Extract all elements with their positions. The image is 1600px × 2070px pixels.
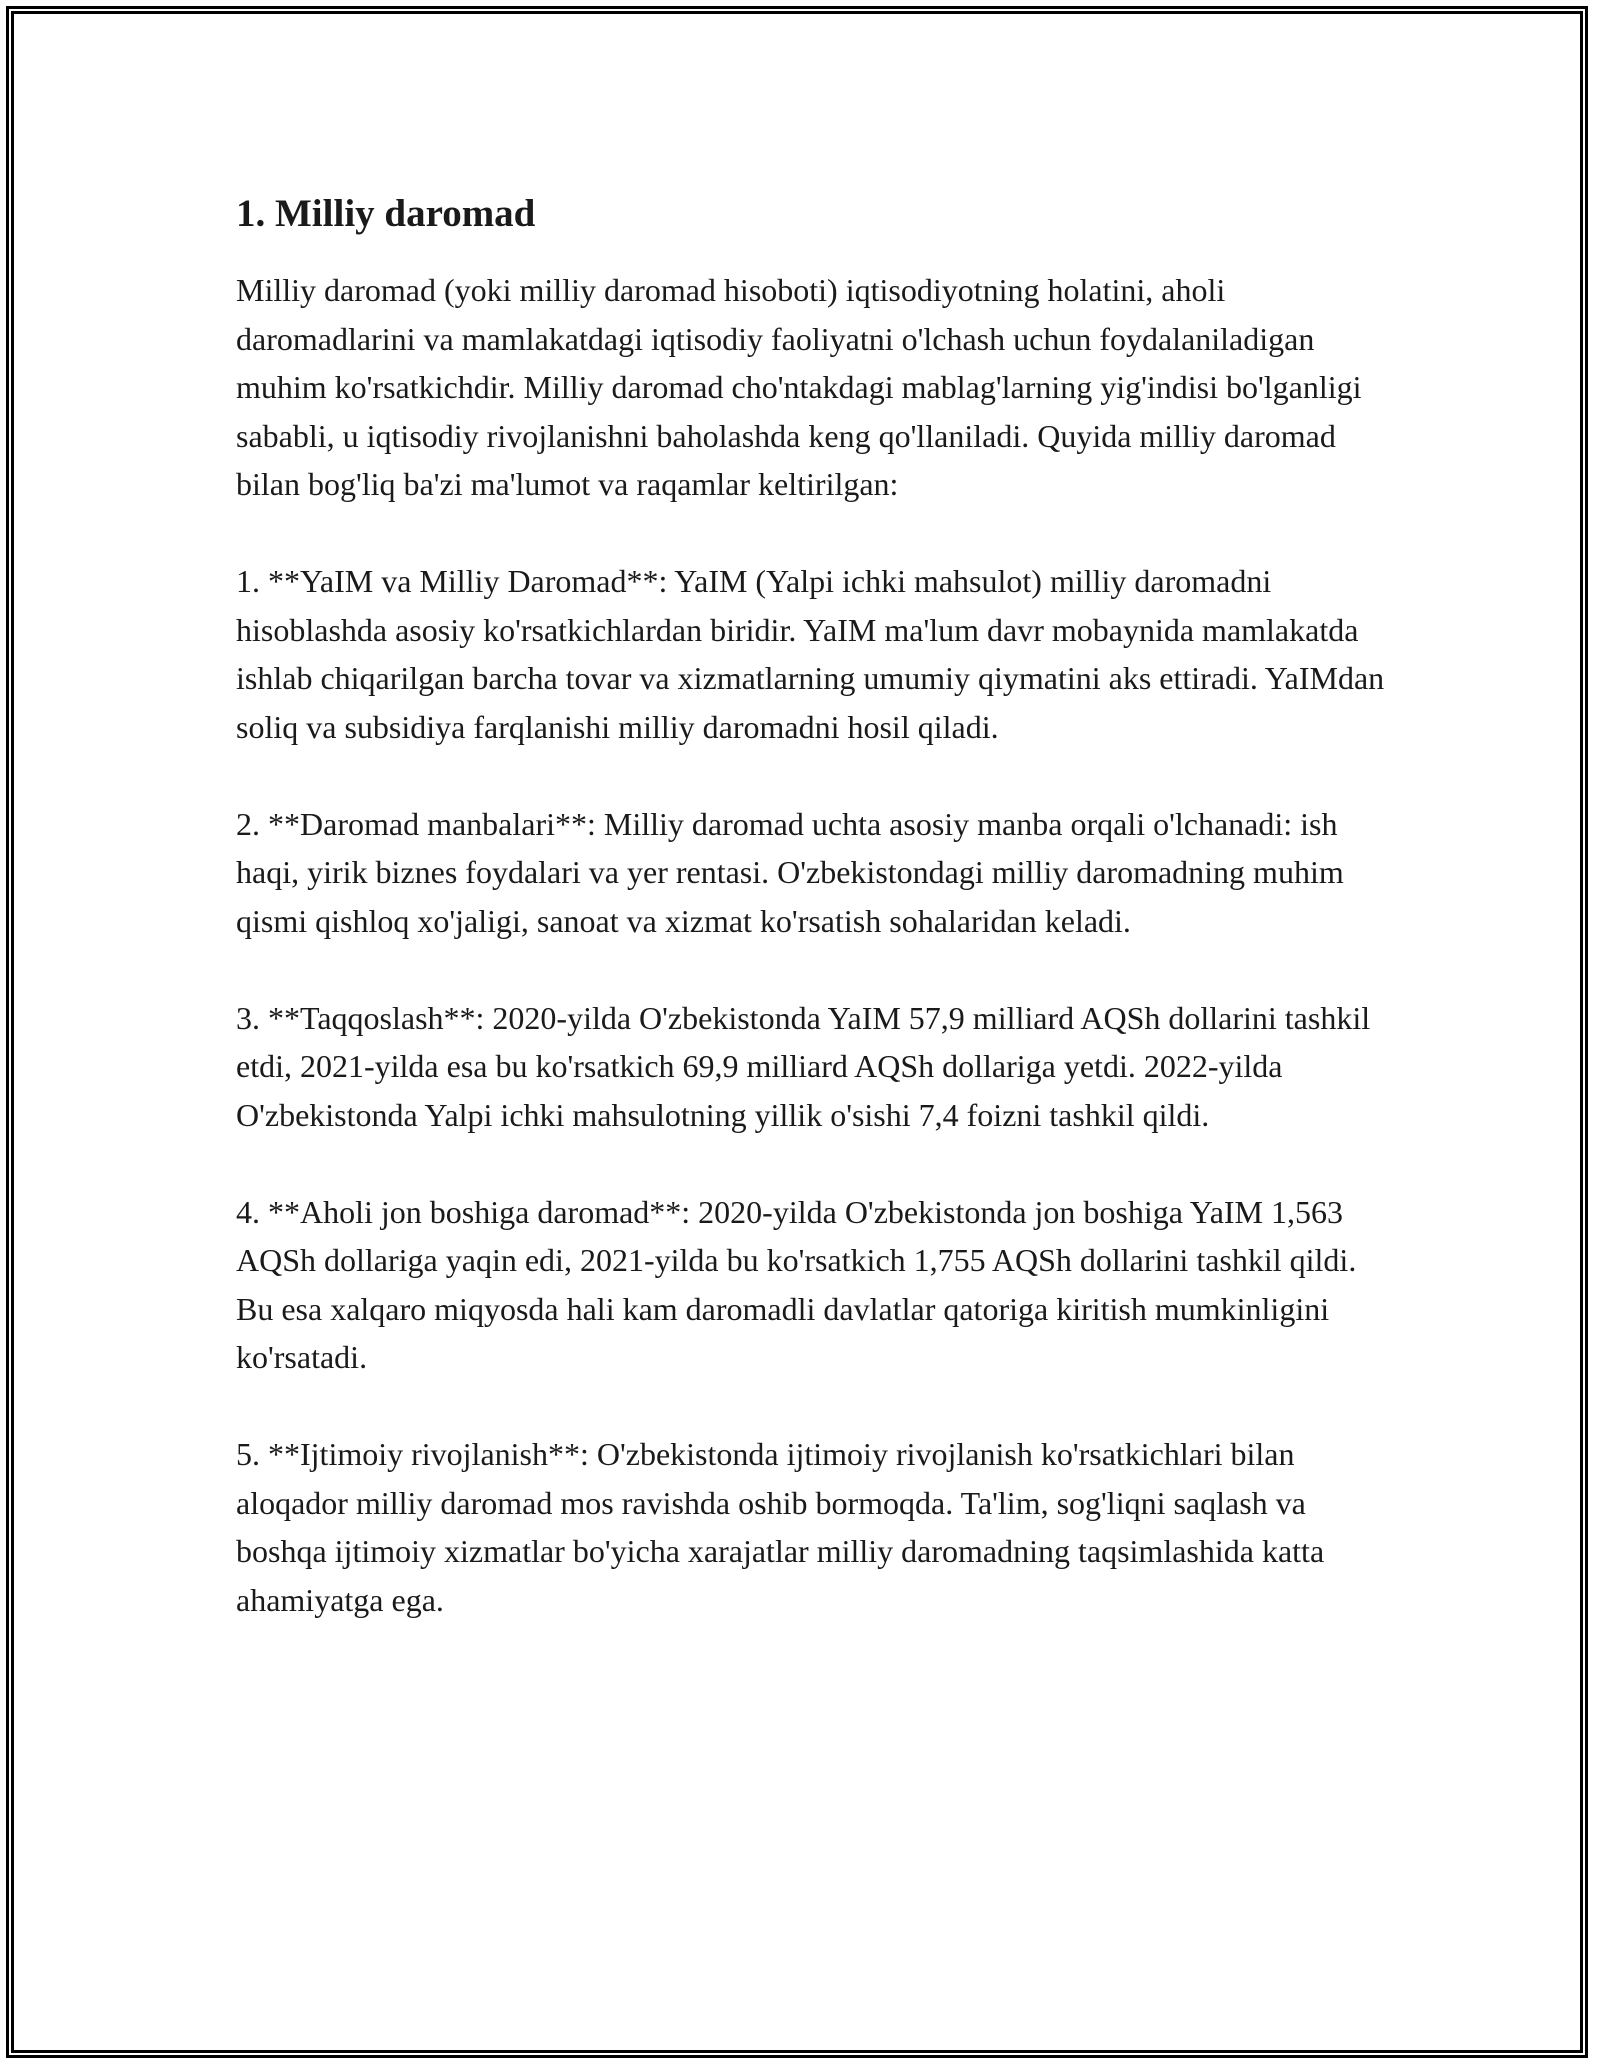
list-item-gdp: 1. **YaIM va Milliy Daromad**: YaIM (Yalpi ichki mahsulot) milliy daromadni hisoblashda asosiy ko'rsatkichlardan biridir. YaIM ma'lum davr mobaynida mamlakatda ishlab chiqarilgan barcha tovar va xizmatlarning umumiy qiymatini aks ettiradi. YaIMdan soliq va subsidiya farqlanishi milliy daromadni hosil qiladi. — [236, 563, 1385, 745]
list-item-comparison: 3. **Taqqoslash**: 2020-yilda O'zbekistonda YaIM 57,9 milliard AQSh dollarini tashkil etdi, 2021-yilda esa bu ko'rsatkich 69,9 milliard AQSh dollariga yetdi. 2022-yilda O'zbekistonda Yalpi ichki mahsulotning yillik o'sishi 7,4 foizni tashkil qildi. — [236, 999, 1371, 1133]
section-heading: 1. Milliy daromad — [236, 192, 536, 235]
document-body — [236, 186, 1386, 1673]
list-item-social-development: 5. **Ijtimoiy rivojlanish**: O'zbekistonda ijtimoiy rivojlanish ko'rsatkichlari bilan aloqador milliy daromad mos ravishda oshib bormoqda. Ta'lim, sog'liqni saqlash va boshqa ijtimoiy xizmatlar bo'yicha xarajatlar milliy daromadning taqsimlashida katta ahamiyatga ega. — [236, 1436, 1325, 1618]
list-item-per-capita: 4. **Aholi jon boshiga daromad**: 2020-yilda O'zbekistonda jon boshiga YaIM 1,563 AQSh dollariga yaqin edi, 2021-yilda bu ko'rsatkich 1,755 AQSh dollarini tashkil qildi. Bu esa xalqaro miqyosda hali kam daromadli davlatlar qatoriga kiritish mumkinligini ko'rsatadi. — [236, 1193, 1357, 1375]
intro-paragraph: Milliy daromad (yoki milliy daromad hisoboti) iqtisodiyotning holatini, aholi daromadlarini va mamlakatdagi iqtisodiy faoliyatni o'lchash uchun foydalaniladigan muhim ko'rsatkichdir. Milliy daromad cho'ntakdagi mablag'larning yig'indisi bo'lganligi sababli, u iqtisodiy rivojlanishni baholashda keng qo'llaniladi. Quyida milliy daromad bilan bog'liq ba'zi ma'lumot va raqamlar keltirilgan: — [236, 272, 1362, 502]
list-item-income-sources: 2. **Daromad manbalari**: Milliy daromad uchta asosiy manba orqali o'lchanadi: ish haqi, yirik biznes foydalari va yer rentasi. O'zbekistondagi milliy daromadning muhim qismi qishloq xo'jaligi, sanoat va xizmat ko'rsatish sohalaridan keladi. — [236, 805, 1344, 939]
